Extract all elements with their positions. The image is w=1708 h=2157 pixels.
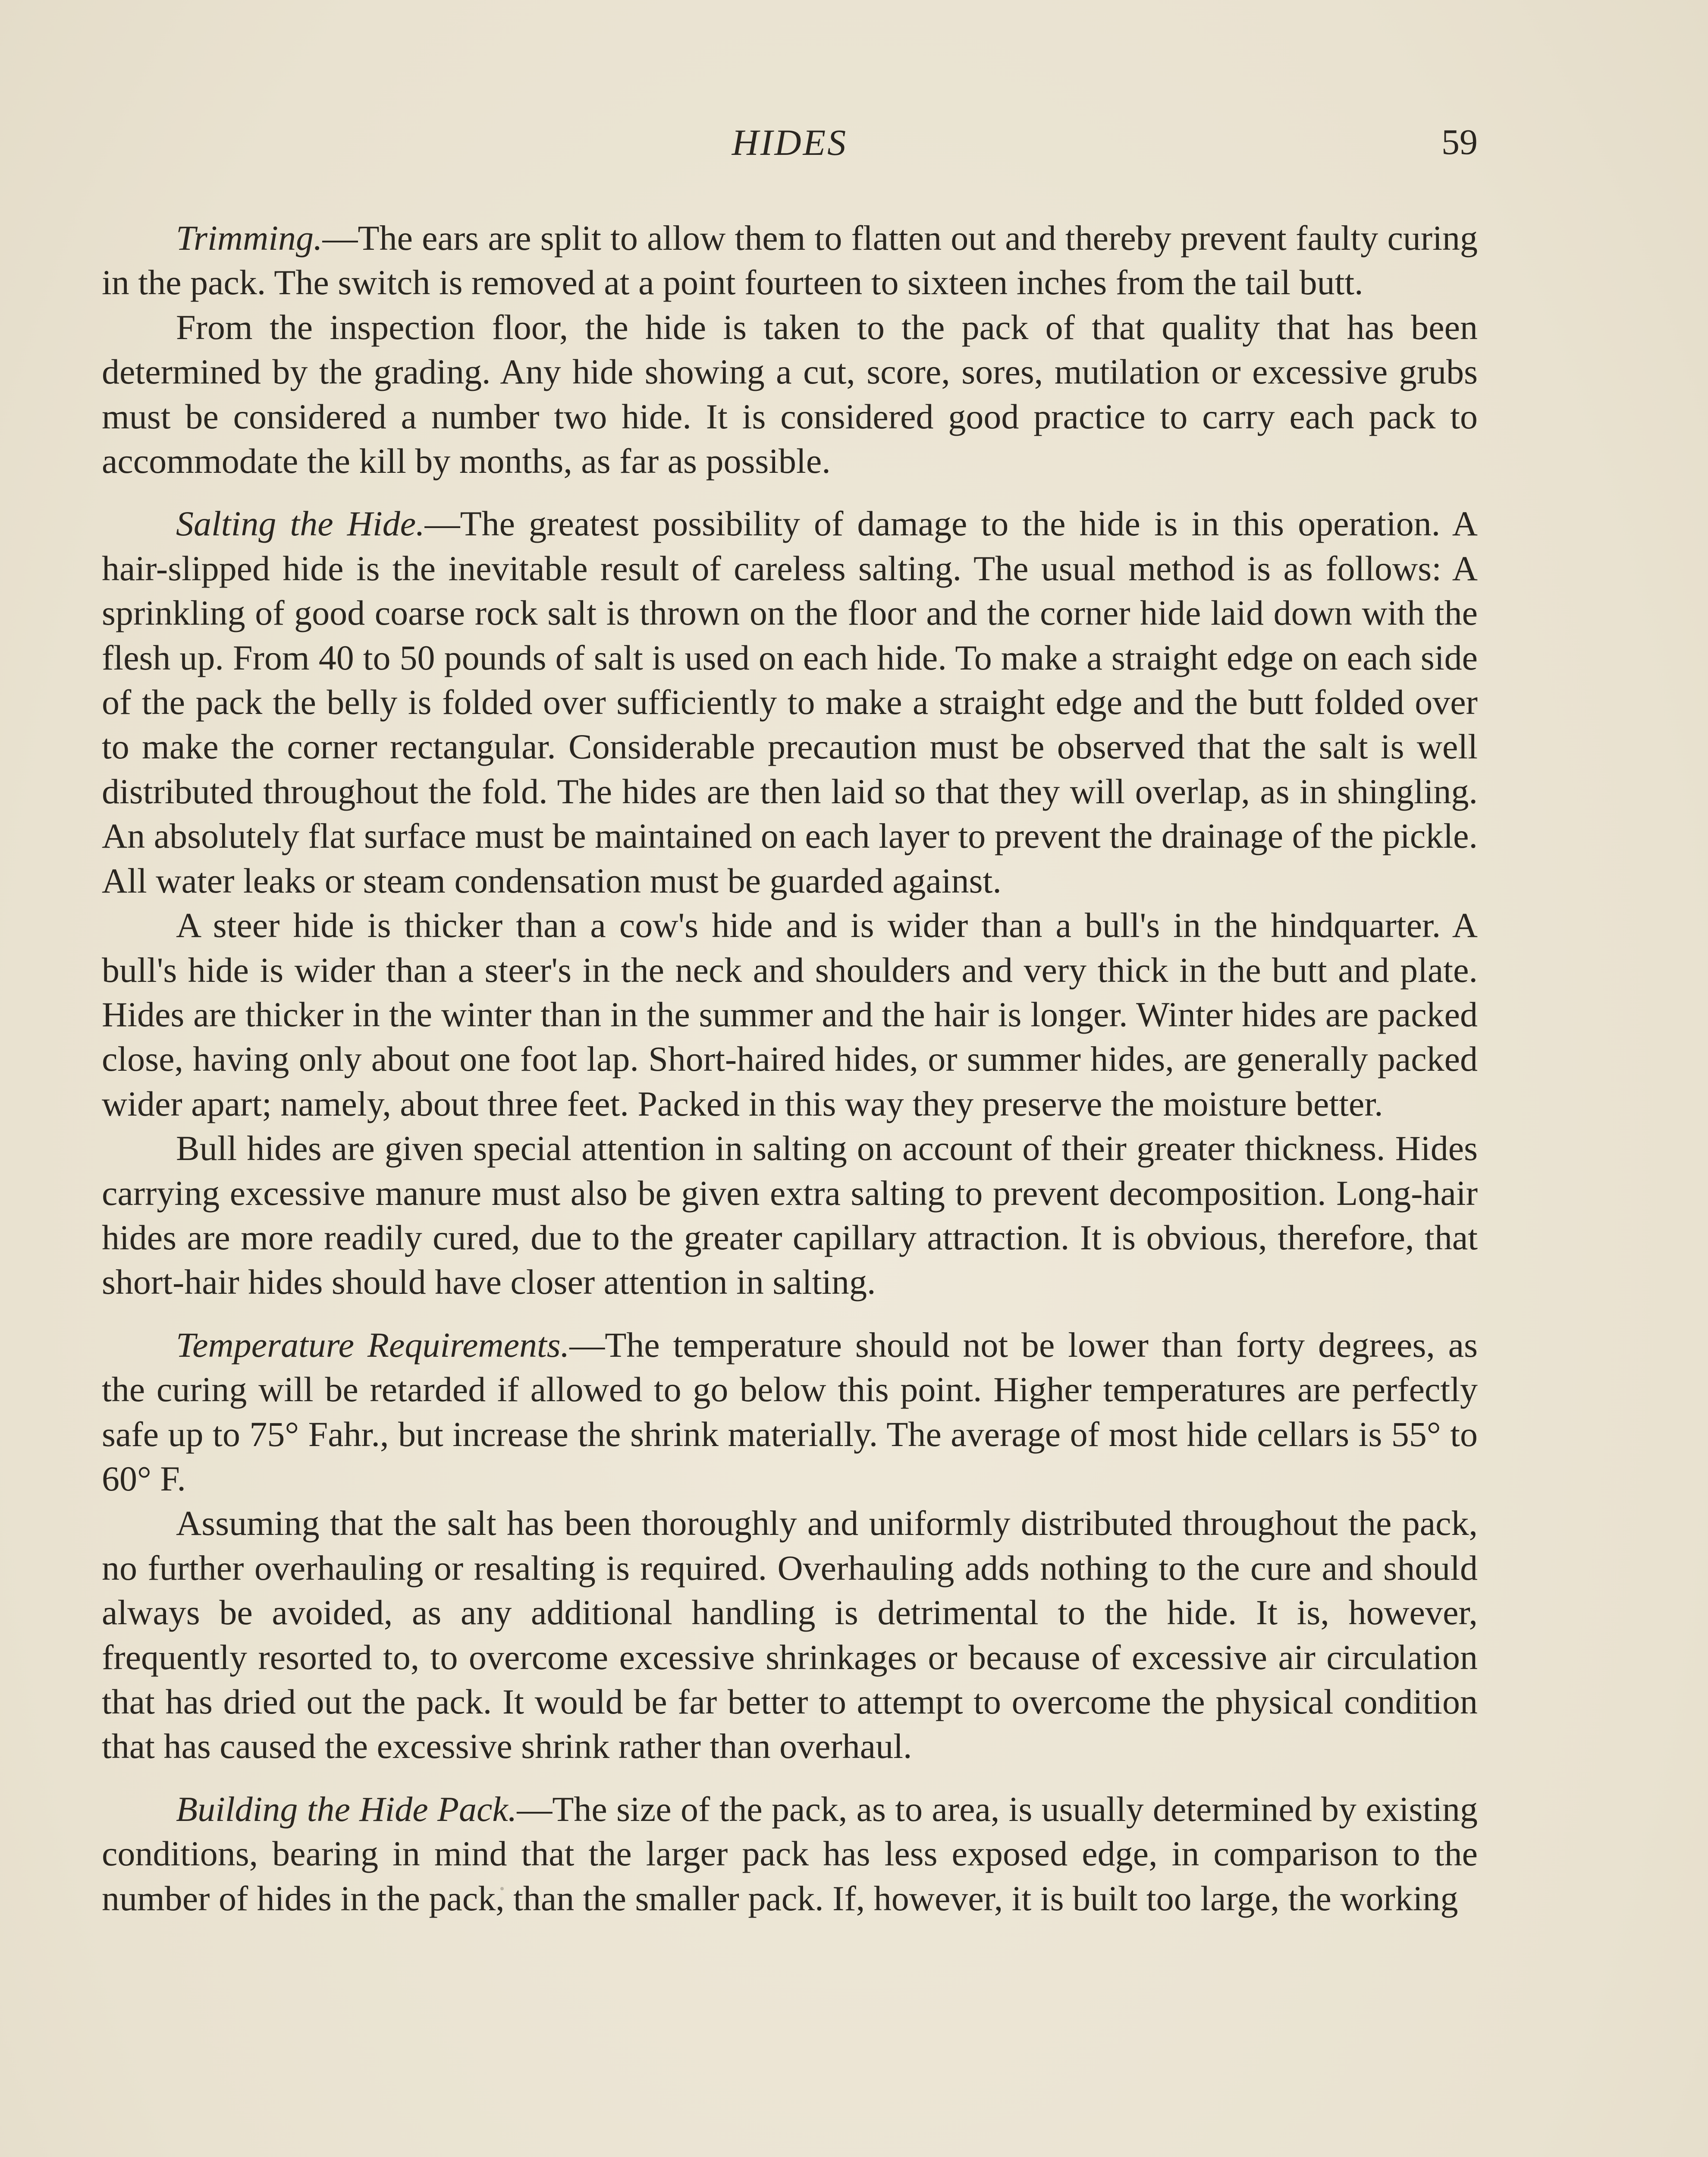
page-header — [102, 116, 1478, 168]
paragraph-text: —The size of the pack, as to area, is usually determined by existing conditions, bearing in mind that the larger pack has less exposed edge, in comparison to the number of hides in the pack, than the smaller pack. If, however, it is built too large, the working — [102, 1789, 1478, 1918]
page-number: 59 — [1441, 122, 1478, 162]
paragraph-text: —The temperature should not be lower than forty degrees, as the curing will be retarded if allowed to go below this point. Higher temperatures are perfectly safe up to 75° Fahr., but increase the shrink materially. The average of most hide cellars is 55° to 60° F. — [102, 1325, 1478, 1498]
paragraph-building-pack — [102, 1787, 1478, 1921]
paragraph-text: —The ears are split to allow them to flatten out and thereby prevent faulty curing in the pack. The switch is removed at a point fourteen to sixteen inches from the tail butt. — [102, 218, 1478, 302]
paragraph-inspection-floor — [102, 305, 1478, 484]
paragraph-text: From the inspection floor, the hide is taken to the pack of that quality that has been determined by the grading. Any hide showing a cut, score, sores, mutilation or excessive grubs must be considered a number two hide. It is considered good practice to carry each pack to accommodate the kill by months, as far as possible. — [102, 307, 1478, 481]
paragraph-bull-hides — [102, 1126, 1478, 1305]
paragraph-overhauling — [102, 1501, 1478, 1768]
paragraph-trimming — [102, 216, 1478, 305]
paragraph-text: Bull hides are given special attention in salting on account of their greater thickness. Hides carrying excessive manure must also be given extra salting to prevent decomposition. Long-hair hides are more readily cured, due to the greater capillary attraction. It is obvious, therefore, that short-hair hides should have closer attention in salting. — [102, 1129, 1478, 1302]
paper-speck — [500, 1887, 504, 1890]
paragraph-temperature — [102, 1323, 1478, 1501]
paragraph-text: —The greatest possibility of damage to the hide is in this operation. A hair-slipped hide is the inevitable result of careless salting. The usual method is as follows: A sprinkling of good coarse rock salt is thrown on the floor and the corner hide laid down with the flesh up. From 40 to 50 pounds of salt is used on each hide. To make a straight edge on each side of the pack the belly is folded over sufficiently to make a straight edge and the butt folded over to make the corner rectangular. Considerable precaution must be observed that the salt is well distributed throughout the fold. The hides are then laid so that they will overlap, as in shingling. An absolutely flat surface must be maintained on each layer to prevent the drainage of the pickle. All water leaks or steam condensation must be guarded against. — [102, 504, 1478, 900]
paragraph-text: A steer hide is thicker than a cow's hide and is wider than a bull's in the hindquarter. A bull's hide is wider than a steer's in the neck and shoulders and very thick in the butt and plate. Hides are thicker in the winter than in the summer and the hair is longer. Winter hides are packed close, having only about one foot lap. Short-haired hides, or summer hides, are generally packed wider apart; namely, about three feet. Packed in this way they preserve the moisture better. — [102, 906, 1478, 1123]
section-title-salting: Salting the Hide. — [176, 504, 425, 544]
paragraph-salting — [102, 501, 1478, 903]
body-text — [102, 216, 1478, 1921]
paragraph-steer-hide — [102, 903, 1478, 1126]
paragraph-text: Assuming that the salt has been thoroughly and uniformly distributed throughout the pack, no further overhauling or resalting is required. Overhauling adds nothing to the cure and should always be avoided, as any additional handling is detrimental to the hide. It is, however, frequently resorted to, to overcome excessive shrinkages or because of excessive air circulation that has dried out the pack. It would be far better to attempt to overcome the physical condition that has caused the excessive shrink rather than overhaul. — [102, 1503, 1478, 1766]
section-title-temperature: Temperature Requirements. — [176, 1325, 570, 1365]
section-title-trimming: Trimming. — [176, 218, 323, 258]
running-head: HIDES — [732, 122, 848, 163]
section-title-building-pack: Building the Hide Pack. — [176, 1789, 517, 1829]
